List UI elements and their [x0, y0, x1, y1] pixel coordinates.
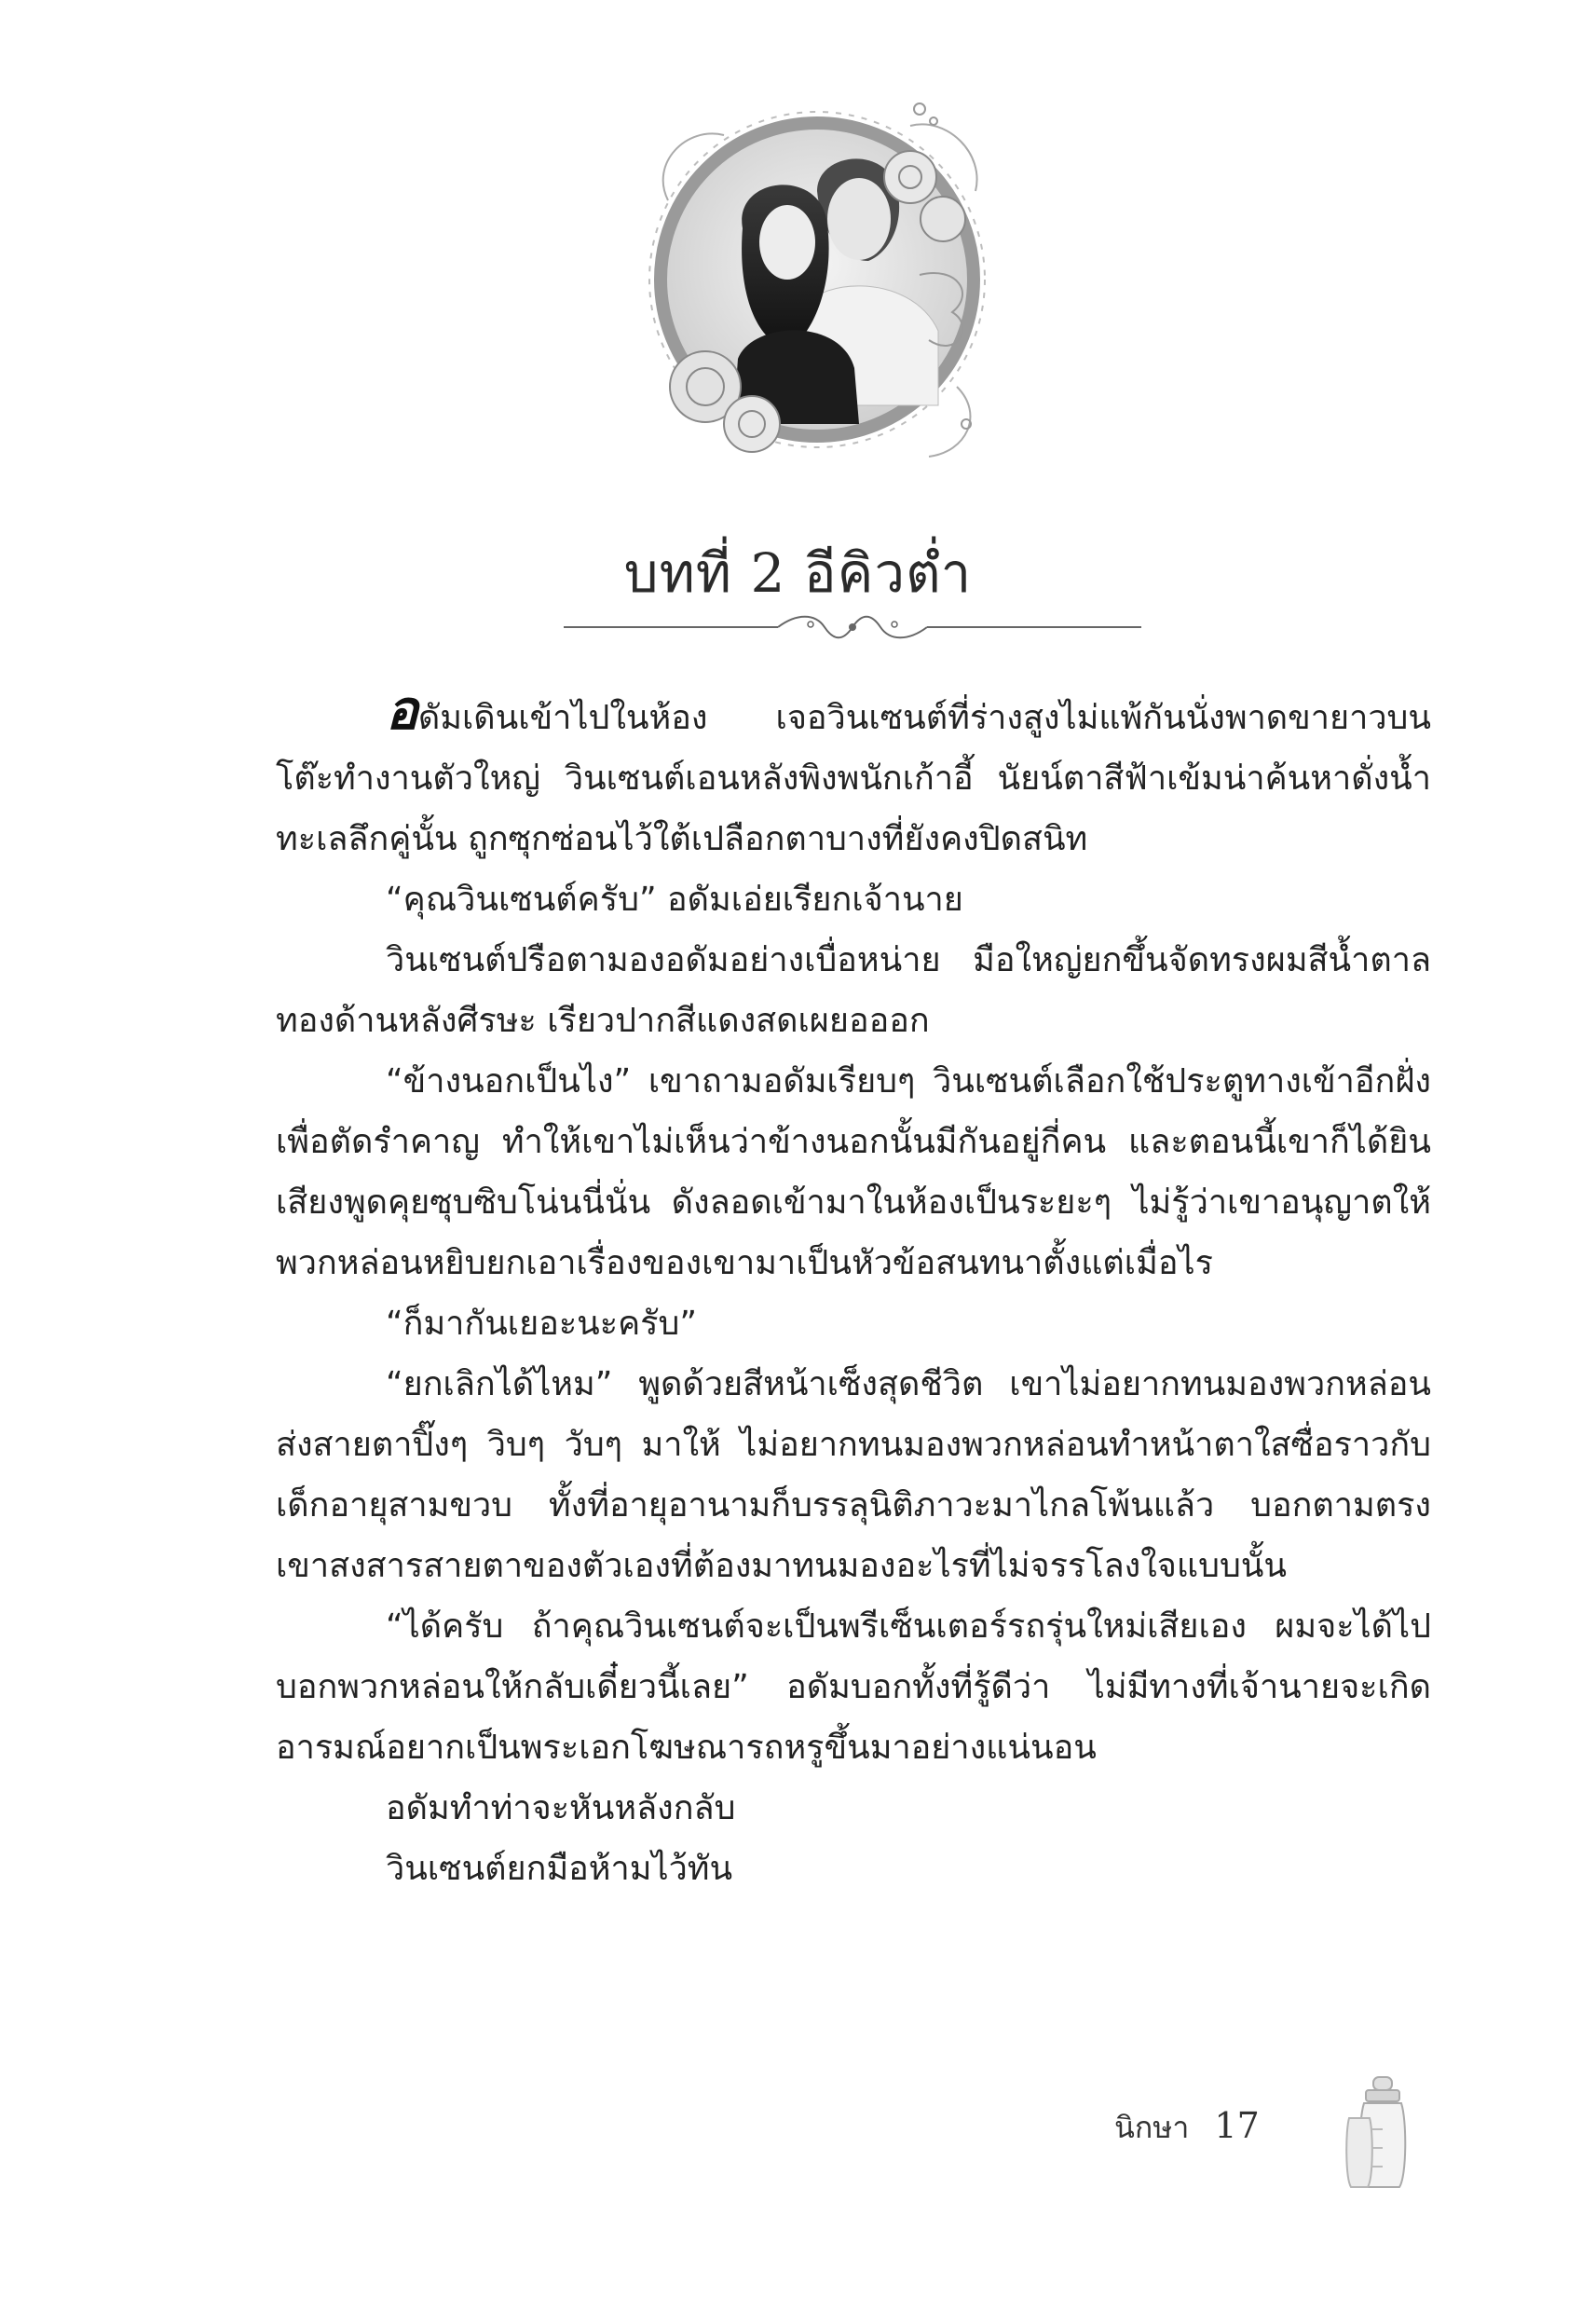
- chapter-body: [276, 678, 1431, 1899]
- page-number: 17: [1214, 2105, 1260, 2146]
- paragraph: “ก็มากันเยอะนะครับ”: [386, 1305, 698, 1343]
- paragraph: “ยกเลิกได้ไหม” พูดด้วยสีหน้าเซ็งสุดชีวิต เขาไม่อยากทนมองพวกหล่อนส่งสายตาปิ๊งๆ วิบๆ วับๆ มาให้ ไม่อยากทนมองพวกหล่อนทำหน้าตาใสซื่อราวกับเด็กอายุสามขวบ ทั้งที่อายุอานามก็บรรลุนิติภาวะมาไกลโพ้นแล้ว บอกตามตรง เขาสงสารสายตาของตัวเองที่ต้องมาทนมองอะไรที่ไม่จรรโลงใจแบบนั้น: [276, 1365, 1431, 1585]
- baby-bottle-icon: [1342, 2073, 1431, 2195]
- paragraph: วินเซนต์ปรือตามองอดัมอย่างเบื่อหน่าย มือใหญ่ยกขึ้นจัดทรงผมสีน้ำตาลทองด้านหลังศีรษะ เรียวปากสีแดงสดเผยอออก: [276, 941, 1431, 1040]
- ornamental-divider: [564, 604, 1141, 650]
- paragraph: “ข้างนอกเป็นไง” เขาถามอดัมเรียบๆ วินเซนต์เลือกใช้ประตูทางเข้าอีกฝั่งเพื่อตัดรำคาญ ทำให้เขาไม่เห็นว่าข้างนอกนั้นมีกันอยู่กี่คน และตอนนี้เขาก็ได้ยินเสียงพูดคุยซุบซิบโน่นนี่นั่น ดังลอดเข้ามาในห้องเป็นระยะๆ ไม่รู้ว่าเขาอนุญาตให้พวกหล่อนหยิบยกเอาเรื่องของเขามาเป็นหัวข้อสนทนาตั้งแต่เมื่อไร: [276, 1062, 1431, 1282]
- paragraph: วินเซนต์ยกมือห้ามไว้ทัน: [386, 1850, 733, 1888]
- paragraph: “คุณวินเซนต์ครับ” อดัมเอ่ยเรียกเจ้านาย: [386, 881, 963, 919]
- chapter-title: บทที่ 2 อีคิวต่ำ: [623, 541, 973, 605]
- chapter-illustration: [631, 89, 1003, 480]
- author-name: นิกษา: [1114, 2110, 1190, 2145]
- paragraph: “ได้ครับ ถ้าคุณวินเซนต์จะเป็นพรีเซ็นเตอร์รถรุ่นใหม่เสียเอง ผมจะได้ไปบอกพวกหล่อนให้กลับเดี๋ยวนี้เลย” อดัมบอกทั้งที่รู้ดีว่า ไม่มีทางที่เจ้านายจะเกิดอารมณ์อยากเป็นพระเอกโฆษณารถหรูขึ้นมาอย่างแน่นอน: [276, 1607, 1431, 1767]
- drop-cap: อ: [386, 678, 418, 742]
- paragraph: อดัมทำท่าจะหันหลังกลับ: [386, 1789, 736, 1827]
- page-footer: [1114, 2104, 1260, 2152]
- paragraph-text: ดัมเดินเข้าไปในห้อง เจอวินเซนต์ที่ร่างสูงไม่แพ้กันนั่งพาดขายาวบนโต๊ะทำงานตัวใหญ่ วินเซนต์เอนหลังพิงพนักเก้าอี้ นัยน์ตาสีฟ้าเข้มน่าค้นหาดั่งน้ำทะเลลึกคู่นั้น ถูกซุกซ่อนไว้ใต้เปลือกตาบางที่ยังคงปิดสนิท: [276, 699, 1431, 858]
- paragraph: [276, 678, 1431, 869]
